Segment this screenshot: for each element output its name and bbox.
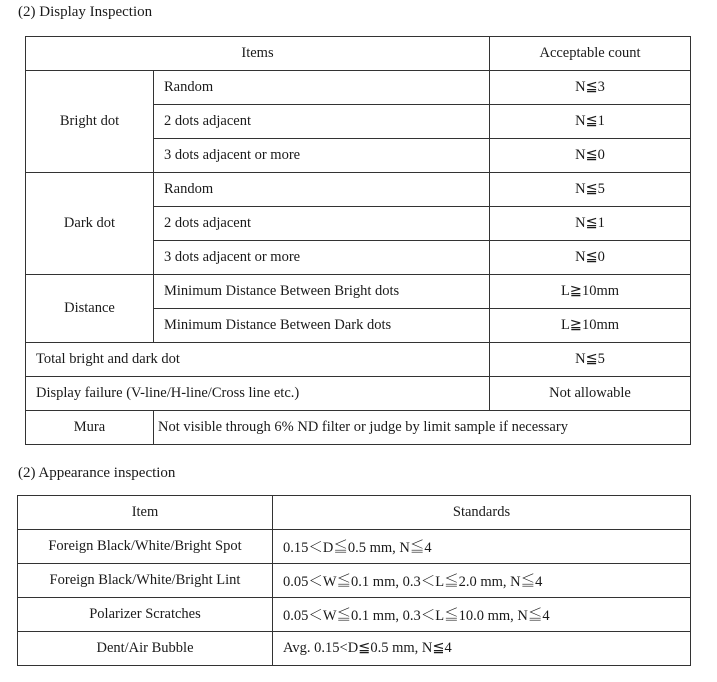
row-standard: 0.05＜W≦0.1 mm, 0.3＜L≦10.0 mm, N≦4 [273, 598, 691, 632]
row-standard: Avg. 0.15<D≦0.5 mm, N≦4 [273, 632, 691, 666]
row-count: N≦5 [490, 173, 691, 207]
row-count: N≦3 [490, 71, 691, 105]
row-item: Random [154, 173, 490, 207]
table-row [18, 598, 691, 632]
table-row [26, 71, 691, 105]
row-item: 3 dots adjacent or more [154, 139, 490, 173]
failure-item: Display failure (V-line/H-line/Cross line etc.) [26, 377, 490, 411]
row-count: N≦0 [490, 241, 691, 275]
row-item: 2 dots adjacent [154, 207, 490, 241]
total-count: N≦5 [490, 343, 691, 377]
header-acceptable-count: Acceptable count [490, 37, 691, 71]
row-item: 2 dots adjacent [154, 105, 490, 139]
table-row [26, 377, 691, 411]
appearance-inspection-title: (2) Appearance inspection [18, 465, 176, 481]
table-row [26, 173, 691, 207]
row-item: Minimum Distance Between Bright dots [154, 275, 490, 309]
table-row [18, 564, 691, 598]
table-header-row [18, 496, 691, 530]
group-distance: Distance [26, 275, 154, 343]
header-items: Items [26, 37, 490, 71]
header-item: Item [18, 496, 273, 530]
display-inspection-table [25, 36, 691, 445]
mura-criteria: Not visible through 6% ND filter or judge by limit sample if necessary [154, 411, 691, 445]
row-item: Foreign Black/White/Bright Lint [18, 564, 273, 598]
row-standard: 0.15＜D≦0.5 mm, N≦4 [273, 530, 691, 564]
table-row [18, 530, 691, 564]
appearance-inspection-table [17, 495, 691, 666]
row-count: N≦1 [490, 207, 691, 241]
row-count: L≧10mm [490, 275, 691, 309]
row-item: 3 dots adjacent or more [154, 241, 490, 275]
row-item: Dent/Air Bubble [18, 632, 273, 666]
row-standard: 0.05＜W≦0.1 mm, 0.3＜L≦2.0 mm, N≦4 [273, 564, 691, 598]
failure-count: Not allowable [490, 377, 691, 411]
table-row [18, 632, 691, 666]
row-item: Minimum Distance Between Dark dots [154, 309, 490, 343]
table-row [26, 411, 691, 445]
row-item: Foreign Black/White/Bright Spot [18, 530, 273, 564]
table-row [26, 343, 691, 377]
table-header-row [26, 37, 691, 71]
mura-item: Mura [26, 411, 154, 445]
display-inspection-title: (2) Display Inspection [18, 4, 153, 20]
row-count: N≦0 [490, 139, 691, 173]
row-count: N≦1 [490, 105, 691, 139]
group-bright-dot: Bright dot [26, 71, 154, 173]
total-item: Total bright and dark dot [26, 343, 490, 377]
row-item: Random [154, 71, 490, 105]
table-row [26, 275, 691, 309]
group-dark-dot: Dark dot [26, 173, 154, 275]
row-count: L≧10mm [490, 309, 691, 343]
header-standards: Standards [273, 496, 691, 530]
row-item: Polarizer Scratches [18, 598, 273, 632]
